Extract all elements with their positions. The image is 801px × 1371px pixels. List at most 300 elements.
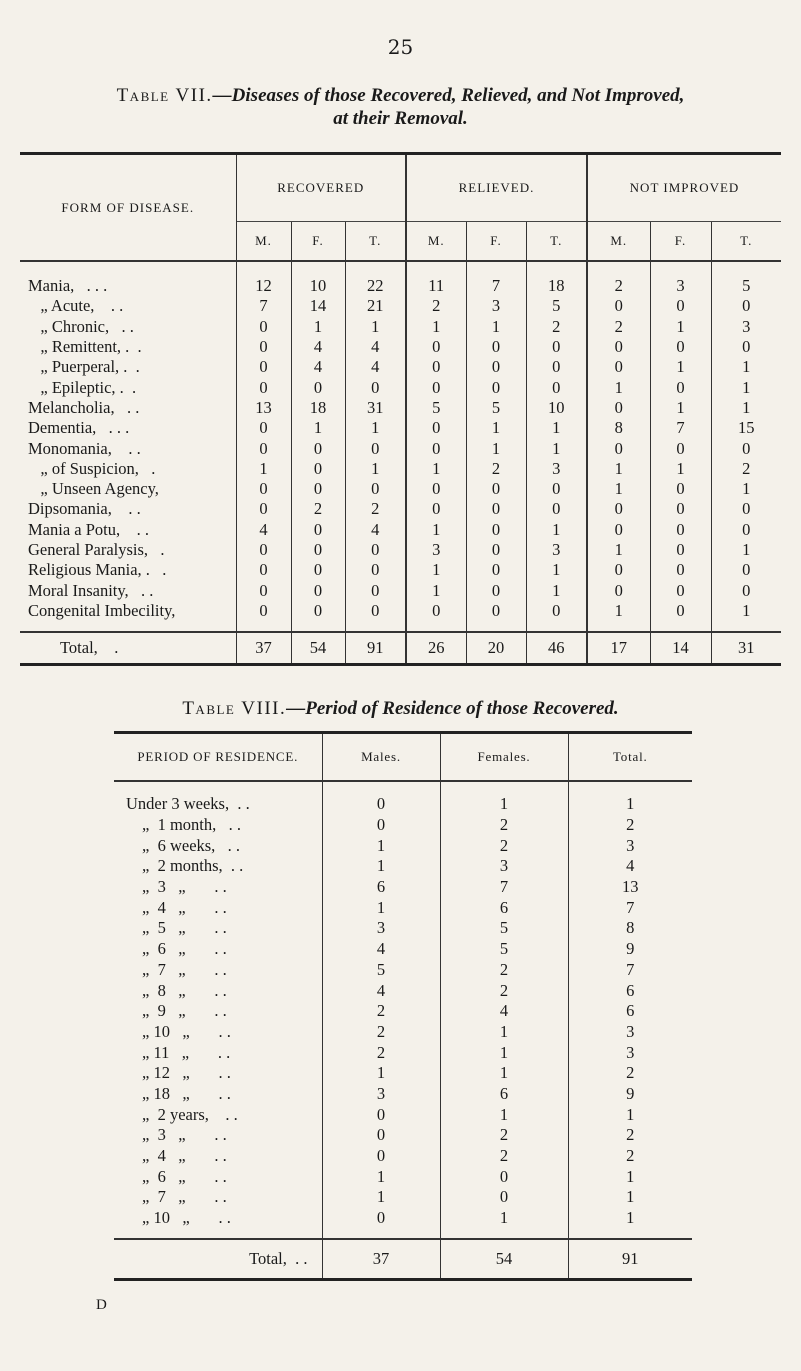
- total-row: [114, 1239, 692, 1280]
- cell-value: 0: [466, 479, 526, 499]
- cell-value: 0: [236, 479, 291, 499]
- cell-t: 7: [568, 960, 692, 981]
- cell-value: 1: [406, 560, 466, 580]
- cell-t: 1: [568, 781, 692, 815]
- spacer-row: [20, 621, 781, 632]
- cell-value: 0: [466, 560, 526, 580]
- cell-f: 6: [440, 1084, 568, 1105]
- cell-value: 0: [291, 479, 345, 499]
- cell-value: 0: [650, 601, 711, 621]
- cell-value: 2: [345, 499, 406, 519]
- table-row: [20, 580, 781, 600]
- cell-value: 0: [291, 377, 345, 397]
- cell-value: 0: [345, 560, 406, 580]
- cell-value: 0: [406, 337, 466, 357]
- cell-f: 6: [440, 897, 568, 918]
- cell-value: 1: [526, 560, 587, 580]
- disease-name: Melancholia, . .: [28, 397, 140, 417]
- table-row: [114, 815, 692, 836]
- spacer-cell: [526, 621, 587, 632]
- cell-value: 1: [526, 438, 587, 458]
- total-value: 20: [466, 632, 526, 665]
- cell-value: 1: [711, 357, 781, 377]
- cell-value: 3: [526, 459, 587, 479]
- cell-value: 1: [406, 580, 466, 600]
- cell-value: 1: [587, 377, 650, 397]
- cell-value: 2: [466, 459, 526, 479]
- cell-value: 0: [587, 499, 650, 519]
- cell-value: 0: [406, 418, 466, 438]
- cell-f: 3: [440, 856, 568, 877]
- cell-value: 0: [236, 377, 291, 397]
- total-value: 37: [236, 632, 291, 665]
- cell-value: 0: [466, 377, 526, 397]
- table-row: [20, 418, 781, 438]
- table-row: [20, 499, 781, 519]
- cell-value: 12: [236, 261, 291, 296]
- cell-m: 4: [322, 939, 440, 960]
- total-value: 46: [526, 632, 587, 665]
- header-relieved: RELIEVED.: [406, 154, 587, 222]
- cell-value: 1: [291, 317, 345, 337]
- cell-value: 0: [526, 357, 587, 377]
- cell-value: 0: [711, 337, 781, 357]
- period-label: „ 6 „ . .: [142, 939, 227, 959]
- cell-value: 0: [526, 377, 587, 397]
- cell-value: 5: [406, 398, 466, 418]
- header-females: Females.: [440, 733, 568, 782]
- period-cell: [114, 835, 322, 856]
- disease-name: General Paralysis, .: [28, 540, 165, 559]
- cell-m: 3: [322, 918, 440, 939]
- table-row: [114, 960, 692, 981]
- cell-m: 0: [322, 781, 440, 815]
- total-value: 26: [406, 632, 466, 665]
- cell-value: 1: [711, 398, 781, 418]
- cell-t: 2: [568, 815, 692, 836]
- table-row: [114, 897, 692, 918]
- cell-m: 6: [322, 877, 440, 898]
- cell-value: 7: [650, 418, 711, 438]
- cell-value: 0: [587, 580, 650, 600]
- cell-value: 4: [345, 520, 406, 540]
- cell-m: 0: [322, 815, 440, 836]
- cell-t: 1: [568, 1187, 692, 1208]
- period-cell: [114, 856, 322, 877]
- table-row: [114, 1001, 692, 1022]
- cell-f: 2: [440, 815, 568, 836]
- cell-value: 0: [711, 296, 781, 316]
- disease-name: „ of Suspicion, .: [28, 458, 156, 478]
- spacer-cell: [345, 621, 406, 632]
- cell-value: 0: [406, 357, 466, 377]
- period-label: „ 7 „ . .: [142, 959, 227, 979]
- header-males: Males.: [322, 733, 440, 782]
- period-cell: [114, 897, 322, 918]
- disease-name: „ Unseen Agency,: [28, 479, 159, 499]
- cell-f: 5: [440, 918, 568, 939]
- table-row: [20, 357, 781, 377]
- table-7-title: —Diseases of those Recovered, Relieved, and Not Improved,: [212, 85, 685, 106]
- spacer-cell: [236, 621, 291, 632]
- period-label: „ 8 „ . .: [142, 980, 227, 1000]
- cell-value: 0: [291, 601, 345, 621]
- period-cell: [114, 1166, 322, 1187]
- cell-m: 1: [322, 1063, 440, 1084]
- disease-name: Dipsomania, . .: [28, 499, 141, 519]
- cell-value: 0: [291, 438, 345, 458]
- table-row: [20, 459, 781, 479]
- cell-value: 0: [345, 479, 406, 499]
- cell-value: 8: [587, 418, 650, 438]
- cell-value: 1: [406, 459, 466, 479]
- cell-value: 0: [291, 520, 345, 540]
- total-m: 37: [322, 1239, 440, 1280]
- cell-t: 6: [568, 1001, 692, 1022]
- period-label: Under 3 weeks, . .: [126, 794, 250, 814]
- cell-value: 0: [650, 540, 711, 560]
- cell-value: 1: [587, 601, 650, 621]
- cell-value: 0: [236, 438, 291, 458]
- total-label: Total, .: [20, 632, 236, 665]
- cell-value: 1: [526, 418, 587, 438]
- cell-f: 7: [440, 877, 568, 898]
- cell-value: 0: [345, 377, 406, 397]
- period-cell: [114, 1104, 322, 1125]
- table-row: [114, 877, 692, 898]
- total-value: 54: [291, 632, 345, 665]
- header-relieved-m: M.: [406, 222, 466, 262]
- cell-value: 0: [291, 540, 345, 560]
- period-cell: [114, 1063, 322, 1084]
- table-row: [20, 377, 781, 397]
- cell-t: 6: [568, 980, 692, 1001]
- cell-f: 2: [440, 980, 568, 1001]
- total-value: 14: [650, 632, 711, 665]
- table-row: [114, 1022, 692, 1043]
- cell-value: 0: [650, 520, 711, 540]
- period-label: „ 3 „ . .: [142, 877, 227, 897]
- cell-value: 1: [587, 459, 650, 479]
- cell-value: 0: [236, 580, 291, 600]
- table-row: [114, 1187, 692, 1208]
- cell-value: 1: [345, 459, 406, 479]
- table-row: [20, 520, 781, 540]
- cell-value: 1: [650, 459, 711, 479]
- period-label: „ 11 „ . .: [142, 1042, 231, 1062]
- spacer-cell: [114, 1228, 322, 1239]
- period-label: „ 9 „ . .: [142, 1001, 227, 1021]
- signature-mark: D: [96, 1297, 107, 1313]
- period-cell: [114, 1208, 322, 1229]
- period-label: „ 5 „ . .: [142, 918, 227, 938]
- period-cell: [114, 960, 322, 981]
- cell-value: 2: [291, 499, 345, 519]
- header-period-of-residence: PERIOD OF RESIDENCE.: [114, 733, 322, 782]
- cell-value: 0: [711, 520, 781, 540]
- cell-t: 9: [568, 1084, 692, 1105]
- cell-t: 8: [568, 918, 692, 939]
- total-value: 31: [711, 632, 781, 665]
- cell-value: 0: [406, 377, 466, 397]
- cell-f: 0: [440, 1166, 568, 1187]
- cell-value: 1: [587, 479, 650, 499]
- cell-value: 0: [406, 479, 466, 499]
- cell-value: 10: [291, 261, 345, 296]
- cell-value: 2: [526, 317, 587, 337]
- table-8-label: Table VIII.: [182, 698, 287, 719]
- total-t: 91: [568, 1239, 692, 1280]
- cell-value: 0: [711, 560, 781, 580]
- cell-value: 31: [345, 398, 406, 418]
- cell-f: 2: [440, 960, 568, 981]
- header-not-improved-m: M.: [587, 222, 650, 262]
- cell-value: 1: [526, 520, 587, 540]
- cell-value: 0: [650, 438, 711, 458]
- cell-value: 0: [587, 296, 650, 316]
- period-label: „ 6 „ . .: [142, 1166, 227, 1186]
- period-cell: [114, 1001, 322, 1022]
- cell-t: 3: [568, 835, 692, 856]
- total-f: 54: [440, 1239, 568, 1280]
- spacer-cell: [440, 1228, 568, 1239]
- disease-name: „ Epileptic, . .: [28, 377, 137, 397]
- spacer-cell: [20, 621, 236, 632]
- cell-value: 0: [650, 377, 711, 397]
- cell-value: 1: [466, 438, 526, 458]
- table-row: [20, 601, 781, 621]
- cell-value: 4: [236, 520, 291, 540]
- cell-m: 1: [322, 897, 440, 918]
- cell-f: 2: [440, 1125, 568, 1146]
- cell-value: 0: [236, 540, 291, 560]
- cell-f: 4: [440, 1001, 568, 1022]
- cell-m: 5: [322, 960, 440, 981]
- disease-name: „ Acute, . .: [28, 296, 124, 316]
- table-row: [20, 317, 781, 337]
- cell-m: 0: [322, 1125, 440, 1146]
- disease-name: „ Chronic, . .: [28, 316, 134, 336]
- spacer-cell: [568, 1228, 692, 1239]
- cell-m: 2: [322, 1042, 440, 1063]
- cell-value: 0: [291, 560, 345, 580]
- cell-value: 18: [526, 261, 587, 296]
- spacer-cell: [587, 621, 650, 632]
- cell-value: 1: [711, 479, 781, 499]
- cell-value: 1: [345, 418, 406, 438]
- table-row: [114, 939, 692, 960]
- cell-value: 0: [236, 357, 291, 377]
- cell-t: 1: [568, 1104, 692, 1125]
- cell-value: 0: [466, 357, 526, 377]
- cell-t: 13: [568, 877, 692, 898]
- period-label: „ 10 „ . .: [142, 1021, 231, 1041]
- table-7: [20, 152, 781, 666]
- cell-value: 0: [291, 459, 345, 479]
- cell-value: 14: [291, 296, 345, 316]
- table-row: [114, 1208, 692, 1229]
- spacer-cell: [650, 621, 711, 632]
- cell-m: 1: [322, 856, 440, 877]
- header-recovered-f: F.: [291, 222, 345, 262]
- header-total: Total.: [568, 733, 692, 782]
- cell-value: 0: [650, 560, 711, 580]
- disease-name: Moral Insanity, . .: [28, 580, 154, 600]
- cell-value: 0: [236, 337, 291, 357]
- cell-value: 0: [466, 601, 526, 621]
- table-row: [20, 560, 781, 580]
- header-not-improved-f: F.: [650, 222, 711, 262]
- cell-value: 2: [587, 261, 650, 296]
- total-value: 17: [587, 632, 650, 665]
- cell-value: 0: [526, 479, 587, 499]
- table-8-caption: [0, 697, 801, 720]
- table-row: [114, 781, 692, 815]
- cell-value: 4: [291, 337, 345, 357]
- cell-value: 0: [345, 580, 406, 600]
- period-cell: [114, 815, 322, 836]
- cell-value: 1: [711, 540, 781, 560]
- cell-f: 1: [440, 781, 568, 815]
- cell-value: 0: [236, 418, 291, 438]
- cell-value: 2: [406, 296, 466, 316]
- period-label: „ 4 „ . .: [142, 897, 227, 917]
- cell-f: 1: [440, 1022, 568, 1043]
- disease-name: Religious Mania, . .: [28, 560, 167, 580]
- cell-value: 0: [406, 601, 466, 621]
- cell-m: 1: [322, 1166, 440, 1187]
- cell-value: 1: [466, 418, 526, 438]
- header-relieved-t: T.: [526, 222, 587, 262]
- page-number: 25: [387, 35, 414, 59]
- cell-value: 1: [711, 377, 781, 397]
- cell-value: 0: [526, 499, 587, 519]
- table-row: [114, 1084, 692, 1105]
- cell-value: 0: [345, 540, 406, 560]
- period-cell: [114, 1187, 322, 1208]
- cell-value: 15: [711, 418, 781, 438]
- cell-f: 1: [440, 1063, 568, 1084]
- cell-value: 0: [236, 601, 291, 621]
- cell-value: 0: [587, 357, 650, 377]
- cell-f: 5: [440, 939, 568, 960]
- table-row: [20, 540, 781, 560]
- cell-value: 1: [345, 317, 406, 337]
- cell-value: 0: [345, 601, 406, 621]
- cell-value: 0: [650, 580, 711, 600]
- cell-t: 2: [568, 1146, 692, 1167]
- cell-value: 11: [406, 261, 466, 296]
- table-row: [114, 918, 692, 939]
- table-row: [114, 1166, 692, 1187]
- header-not-improved: NOT IMPROVED: [587, 154, 781, 222]
- cell-value: 1: [406, 520, 466, 540]
- spacer-cell: [466, 621, 526, 632]
- table-row: [114, 1146, 692, 1167]
- cell-value: 0: [587, 560, 650, 580]
- disease-name: „ Puerperal, . .: [28, 357, 140, 377]
- cell-t: 1: [568, 1166, 692, 1187]
- cell-value: 4: [345, 357, 406, 377]
- header-relieved-f: F.: [466, 222, 526, 262]
- cell-value: 0: [345, 438, 406, 458]
- cell-value: 3: [711, 317, 781, 337]
- cell-value: 0: [406, 438, 466, 458]
- cell-f: 1: [440, 1042, 568, 1063]
- cell-m: 2: [322, 1022, 440, 1043]
- header-not-improved-t: T.: [711, 222, 781, 262]
- cell-value: 2: [587, 317, 650, 337]
- header-form-of-disease: FORM OF DISEASE.: [61, 199, 195, 215]
- table-8: [114, 731, 692, 1281]
- cell-value: 1: [650, 317, 711, 337]
- table-row: [114, 835, 692, 856]
- cell-m: 0: [322, 1146, 440, 1167]
- cell-value: 0: [236, 317, 291, 337]
- table-row: [20, 261, 781, 296]
- cell-value: 5: [526, 296, 587, 316]
- cell-value: 5: [711, 261, 781, 296]
- cell-value: 0: [711, 499, 781, 519]
- cell-t: 9: [568, 939, 692, 960]
- table-row: [114, 1104, 692, 1125]
- total-value: 91: [345, 632, 406, 665]
- cell-value: 1: [650, 357, 711, 377]
- cell-value: 21: [345, 296, 406, 316]
- cell-value: 5: [466, 398, 526, 418]
- cell-value: 0: [711, 580, 781, 600]
- cell-value: 0: [587, 438, 650, 458]
- table-row: [114, 1063, 692, 1084]
- cell-value: 0: [466, 337, 526, 357]
- spacer-cell: [406, 621, 466, 632]
- cell-value: 1: [650, 398, 711, 418]
- period-label: „ 18 „ . .: [142, 1083, 231, 1103]
- total-label: Total, . .: [114, 1239, 322, 1280]
- table-row: [20, 479, 781, 499]
- cell-value: 3: [650, 261, 711, 296]
- cell-f: 2: [440, 835, 568, 856]
- period-cell: [114, 1022, 322, 1043]
- cell-t: 3: [568, 1042, 692, 1063]
- cell-t: 2: [568, 1063, 692, 1084]
- cell-m: 0: [322, 1104, 440, 1125]
- spacer-cell: [711, 621, 781, 632]
- cell-value: 0: [650, 337, 711, 357]
- cell-t: 3: [568, 1022, 692, 1043]
- table-row: [20, 337, 781, 357]
- period-cell: [114, 1084, 322, 1105]
- period-cell: [114, 939, 322, 960]
- disease-name: „ Remittent, . .: [28, 337, 142, 357]
- table-7-title-line2: at their Removal.: [333, 108, 468, 129]
- cell-value: 0: [466, 580, 526, 600]
- cell-value: 0: [291, 580, 345, 600]
- period-label: „ 10 „ . .: [142, 1208, 231, 1228]
- cell-value: 0: [236, 499, 291, 519]
- disease-name: Dementia, . . .: [28, 418, 130, 438]
- cell-t: 2: [568, 1125, 692, 1146]
- table-row: [20, 398, 781, 418]
- disease-name: Monomania, . .: [28, 438, 141, 458]
- cell-value: 2: [711, 459, 781, 479]
- cell-value: 0: [587, 337, 650, 357]
- cell-m: 3: [322, 1084, 440, 1105]
- period-cell: [114, 918, 322, 939]
- table-row: [20, 438, 781, 458]
- total-row: [20, 632, 781, 665]
- period-cell: [114, 1042, 322, 1063]
